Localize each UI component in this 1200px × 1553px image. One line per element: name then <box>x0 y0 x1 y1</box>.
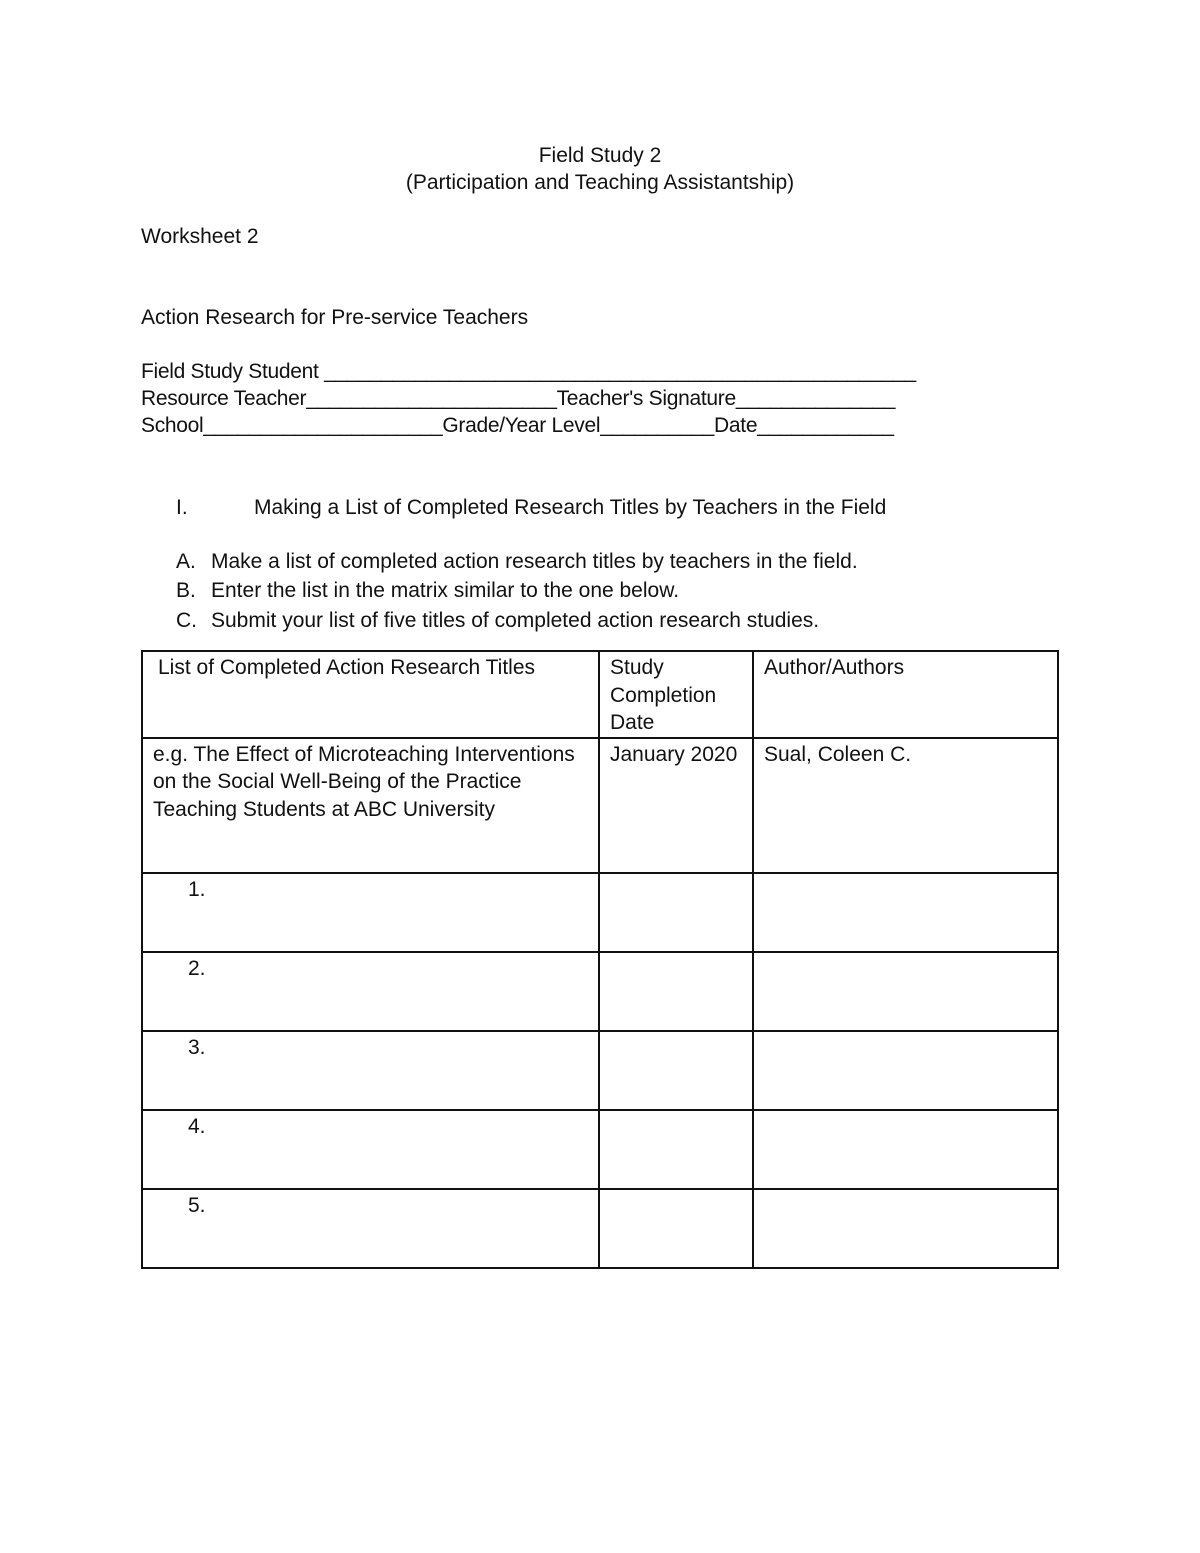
part-numeral: I. <box>176 496 188 519</box>
field-study-student-field[interactable]: Field Study Student ____________________________________________________ <box>141 360 916 383</box>
document-subtitle: (Participation and Teaching Assistantship) <box>405 171 795 194</box>
instruction-text: Submit your list of five titles of completed action research studies. <box>211 609 820 632</box>
title-cell[interactable] <box>142 1189 599 1268</box>
example-title: e.g. The Effect of Microteaching Interventions on the Social Well-Being of the Practice Teaching Students at ABC University <box>142 738 599 873</box>
research-titles-matrix <box>141 650 1059 1269</box>
title-cell[interactable] <box>142 1031 599 1110</box>
matrix-header-row <box>142 651 1058 738</box>
example-date: January 2020 <box>599 738 753 873</box>
author-cell[interactable] <box>753 1110 1058 1189</box>
author-cell[interactable] <box>753 873 1058 952</box>
section-heading: Action Research for Pre-service Teachers <box>141 306 529 329</box>
table-row <box>142 952 1058 1031</box>
date-cell[interactable] <box>599 1189 753 1268</box>
row-number: 2. <box>188 956 206 980</box>
school-grade-date-field[interactable]: School_____________________Grade/Year Level__________Date____________ <box>141 414 894 437</box>
instruction-letter: C. <box>176 609 197 632</box>
table-row <box>142 1110 1058 1189</box>
header-titles: List of Completed Action Research Titles <box>142 651 599 738</box>
instruction-letter: B. <box>176 579 196 602</box>
author-cell[interactable] <box>753 1189 1058 1268</box>
part-title: Making a List of Completed Research Titles by Teachers in the Field <box>254 496 887 519</box>
resource-teacher-field[interactable]: Resource Teacher______________________Teacher's Signature______________ <box>141 387 896 410</box>
example-row <box>142 738 1058 873</box>
title-cell[interactable] <box>142 952 599 1031</box>
example-author: Sual, Coleen C. <box>753 738 1058 873</box>
table-row <box>142 1189 1058 1268</box>
table-row <box>142 1031 1058 1110</box>
instruction-text: Make a list of completed action research titles by teachers in the field. <box>211 550 858 573</box>
title-cell[interactable] <box>142 1110 599 1189</box>
author-cell[interactable] <box>753 1031 1058 1110</box>
date-cell[interactable] <box>599 952 753 1031</box>
author-cell[interactable] <box>753 952 1058 1031</box>
instruction-letter: A. <box>176 550 196 573</box>
title-cell[interactable] <box>142 873 599 952</box>
date-cell[interactable] <box>599 1110 753 1189</box>
header-authors: Author/Authors <box>753 651 1058 738</box>
row-number: 5. <box>188 1193 206 1217</box>
row-number: 3. <box>188 1035 206 1059</box>
document-title: Field Study 2 <box>538 144 662 167</box>
row-number: 1. <box>188 877 206 901</box>
date-cell[interactable] <box>599 873 753 952</box>
instruction-text: Enter the list in the matrix similar to the one below. <box>211 579 680 602</box>
date-cell[interactable] <box>599 1031 753 1110</box>
table-row <box>142 873 1058 952</box>
worksheet-label: Worksheet 2 <box>141 225 259 248</box>
header-completion-date: Study Completion Date <box>599 651 753 738</box>
row-number: 4. <box>188 1114 206 1138</box>
